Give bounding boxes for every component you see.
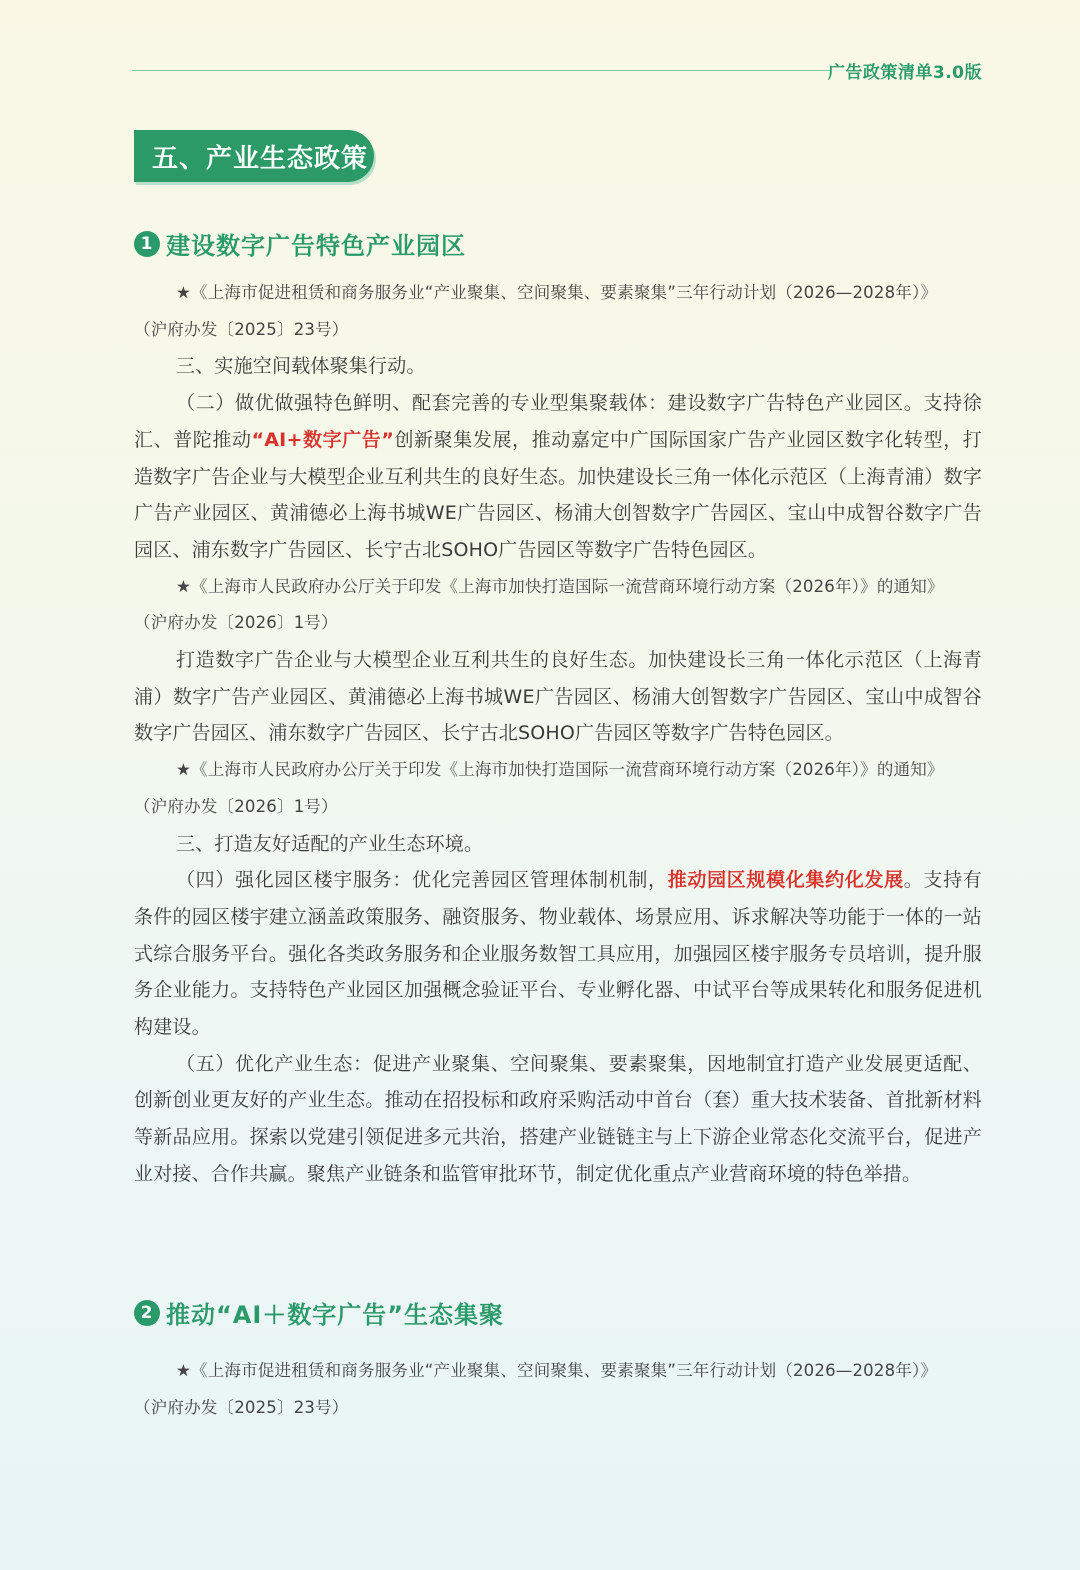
- policy-source: ★《上海市促进租赁和商务服务业“产业聚集、空间聚集、要素聚集”三年行动计划（2026—2028年）》: [176, 1361, 938, 1380]
- policy-doc-number: （沪府办发〔2025〕23号）: [134, 1397, 349, 1417]
- policy-source: ★《上海市人民政府办公厅关于印发《上海市加快打造国际一流营商环境行动方案（2026年）》的通知》: [176, 576, 944, 596]
- paragraph: 三、实施空间载体聚集行动。: [176, 355, 426, 378]
- section-title: 五、产业生态政策: [134, 130, 374, 182]
- subsection-title: 建设数字广告特色产业园区: [166, 232, 466, 260]
- subsection-heading-2: [134, 1295, 504, 1330]
- subsection-title: 推动“AI＋数字广告”生态集聚: [166, 1301, 505, 1329]
- paragraph: （五）优化产业生态：促进产业聚集、空间聚集、要素聚集，因地制宜打造产业发展更适配、创新创业更友好的产业生态。推动在招投标和政府采购活动中首台（套）重大技术装备、首批新材料等新品应用。探索以党建引领促进多元共治，搭建产业链链主与上下游企业常态化交流平台，促进产业对接、合作共赢。聚焦产业链条和监管审批环节，制定优化重点产业营商环境的特色举措。: [134, 1052, 982, 1185]
- subsection-body-1: [134, 275, 982, 1193]
- subsection-heading-1: [134, 226, 466, 261]
- policy-doc-number: （沪府办发〔2026〕1号）: [134, 796, 338, 816]
- subsection-body-2: [134, 1353, 982, 1426]
- policy-source: ★《上海市促进租赁和商务服务业“产业聚集、空间聚集、要素聚集”三年行动计划（2026—2028年）》: [176, 283, 938, 302]
- number-badge-icon: 1: [134, 231, 160, 257]
- highlight-text: “AI+数字广告”: [251, 428, 395, 451]
- number-badge-icon: 2: [134, 1300, 160, 1326]
- paragraph: 三、打造友好适配的产业生态环境。: [176, 832, 484, 855]
- header-divider: [132, 70, 830, 71]
- policy-doc-number: （沪府办发〔2026〕1号）: [134, 613, 338, 633]
- header-title: 广告政策清单3.0版: [827, 63, 982, 83]
- paragraph: （四）强化园区楼宇服务：优化完善园区管理体制机制，推动园区规模化集约化发展。支持有条件的园区楼宇建立涵盖政策服务、融资服务、物业载体、场景应用、诉求解决等功能于一体的一站式综合服务平台。强化各类政务服务和企业服务数智工具应用，加强园区楼宇服务专员培训，提升服务企业能力。支持特色产业园区加强概念验证平台、专业孵化器、中试平台等成果转化和服务促进机构建设。: [134, 869, 982, 1039]
- policy-source: ★《上海市人民政府办公厅关于印发《上海市加快打造国际一流营商环境行动方案（2026年）》的通知》: [176, 760, 944, 780]
- policy-doc-number: （沪府办发〔2025〕23号）: [134, 319, 349, 339]
- paragraph: （二）做优做强特色鲜明、配套完善的专业型集聚载体：建设数字广告特色产业园区。支持徐汇、普陀推动“AI+数字广告”创新聚集发展，推动嘉定中广国际国家广告产业园区数字化转型，打造数字广告企业与大模型企业互利共生的良好生态。加快建设长三角一体化示范区（上海青浦）数字广告产业园区、黄浦德必上海书城WE广告园区、杨浦大创智数字广告园区、宝山中成智谷数字广告园区、浦东数字广告园区、长宁古北SOHO广告园区等数字广告特色园区。: [134, 392, 983, 561]
- paragraph: 打造数字广告企业与大模型企业互利共生的良好生态。加快建设长三角一体化示范区（上海青浦）数字广告产业园区、黄浦德必上海书城WE广告园区、杨浦大创智数字广告园区、宝山中成智谷数字广告园区、浦东数字广告园区、长宁古北SOHO广告园区等数字广告特色园区。: [134, 649, 982, 745]
- highlight-text: 推动园区规模化集约化发展: [667, 869, 904, 892]
